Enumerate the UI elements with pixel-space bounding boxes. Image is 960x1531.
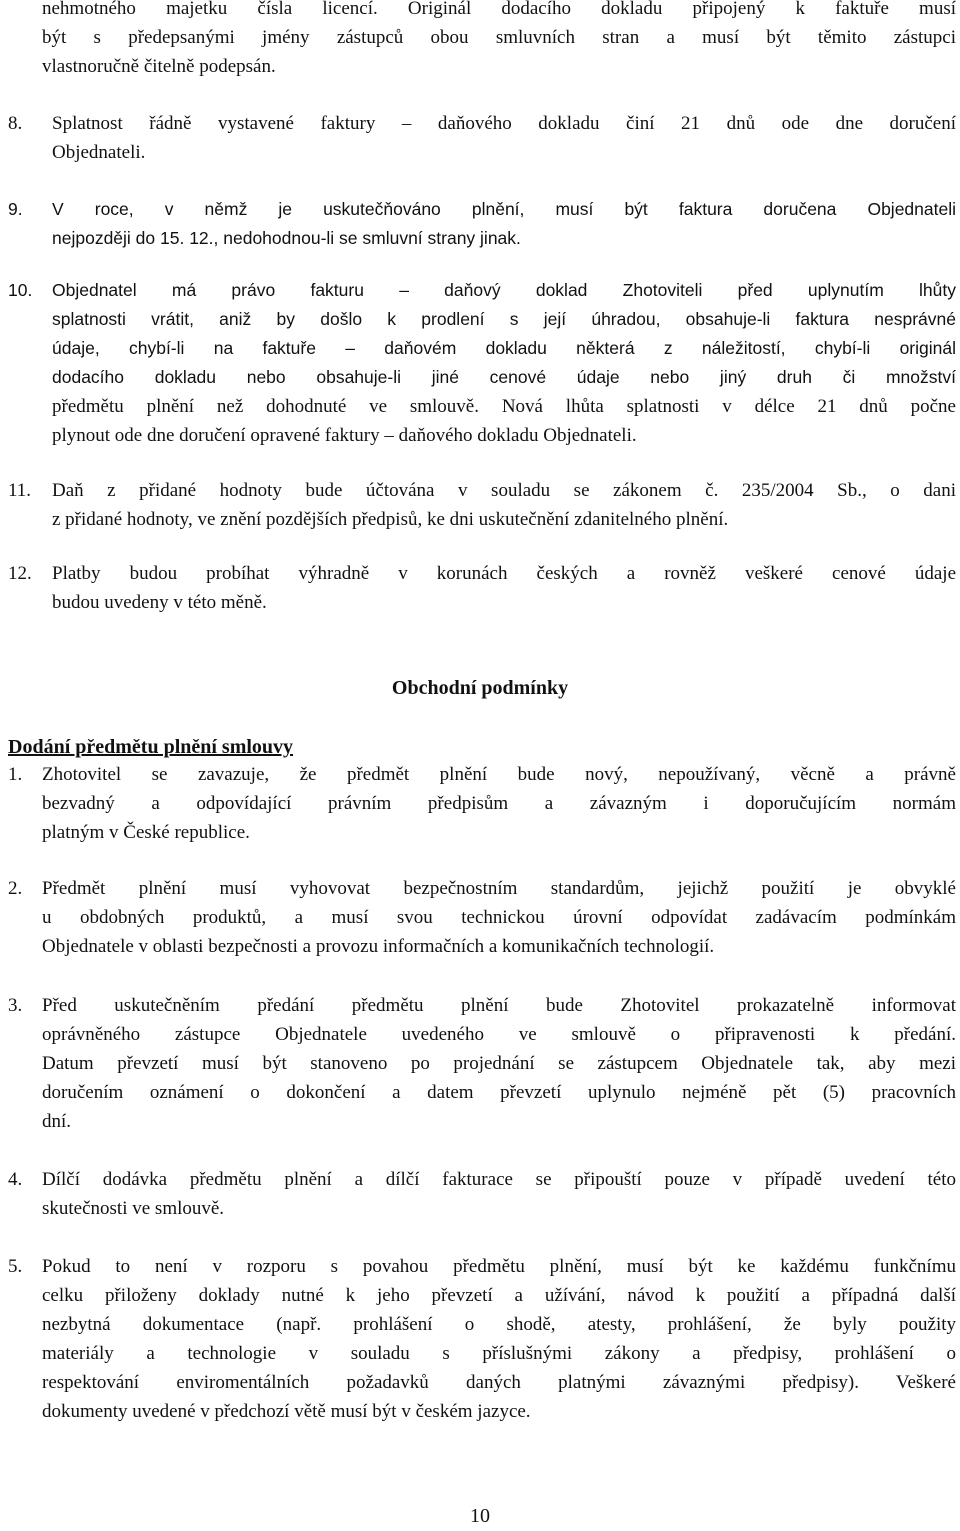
clause-2-line-2: u obdobných produktů, a musí svou technickou úrovní odpovídat zadávacím podmínkám <box>42 907 956 928</box>
clause-number-1: 1. <box>8 764 23 785</box>
clause-3-line-1: Před uskutečněním předání předmětu plnění bude Zhotovitel prokazatelně informovat <box>42 995 956 1016</box>
clause-3-line-4: doručením oznámení o dokončení a datem převzetí uplynulo nejméně pět (5) pracovních <box>42 1082 956 1103</box>
item-number-11: 11. <box>8 480 32 501</box>
clause-number-3: 3. <box>8 995 23 1016</box>
item-number-8: 8. <box>8 113 23 134</box>
clause-5-line-6: dokumenty uvedené v předchozí větě musí být v českém jazyce. <box>42 1401 531 1422</box>
clause-number-2: 2. <box>8 878 23 899</box>
item-11-line-1: Daň z přidané hodnoty bude účtována v souladu se zákonem č. 235/2004 Sb., o dani <box>52 480 956 501</box>
clause-5-line-2: celku přiloženy doklady nutné k jeho převzetí a užívání, návod k použití a případná další <box>42 1285 956 1306</box>
intro-line-2: být s předepsanými jmény zástupců obou smluvních stran a musí být těmito zástupci <box>42 27 956 48</box>
clause-3-line-2: oprávněného zástupce Objednatele uvedeného ve smlouvě o připravenosti k předání. <box>42 1024 956 1045</box>
item-12-line-2: budou uvedeny v této měně. <box>52 592 267 613</box>
clause-1-line-2: bezvadný a odpovídající právním předpisům a závazným i doporučujícím normám <box>42 793 956 814</box>
clause-1-line-1: Zhotovitel se zavazuje, že předmět plnění bude nový, nepoužívaný, věcně a právně <box>42 764 956 785</box>
clause-number-5: 5. <box>8 1256 23 1277</box>
clause-4-line-1: Dílčí dodávka předmětu plnění a dílčí fakturace se připouští pouze v případě uvedení této <box>42 1169 956 1190</box>
clause-3-line-5: dní. <box>42 1111 72 1132</box>
clause-2-line-3: Objednatele v oblasti bezpečnosti a provozu informačních a komunikačních technologií. <box>42 936 715 957</box>
item-12-line-1: Platby budou probíhat výhradně v korunách českých a rovněž veškeré cenové údaje <box>52 563 956 584</box>
intro-line-3: vlastnoručně čitelně podepsán. <box>42 56 276 77</box>
item-10-line-4: dodacího dokladu nebo obsahuje-li jiné cenové údaje nebo jiný druh či množství <box>52 367 956 387</box>
item-11-line-2: z přidané hodnoty, ve znění pozdějších předpisů, ke dni uskutečnění zdanitelného plnění. <box>52 509 729 530</box>
clause-1-line-3: platným v České republice. <box>42 822 250 843</box>
item-number-10: 10. <box>8 280 33 300</box>
clause-5-line-4: materiály a technologie v souladu s příslušnými zákony a předpisy, prohlášení o <box>42 1343 956 1364</box>
intro-line-1: nehmotného majetku čísla licencí. Originál dodacího dokladu připojený k faktuře musí <box>42 0 956 19</box>
item-10-line-1: Objednatel má právo fakturu – daňový doklad Zhotoviteli před uplynutím lhůty <box>52 280 956 300</box>
clause-4-line-2: skutečnosti ve smlouvě. <box>42 1198 225 1219</box>
item-10-line-3: údaje, chybí-li na faktuře – daňovém dokladu některá z náležitostí, chybí-li originál <box>52 338 956 358</box>
page-number: 10 <box>470 1505 490 1527</box>
item-10-line-6: plynout ode dne doručení opravené faktury – daňového dokladu Objednateli. <box>52 425 637 446</box>
item-number-9: 9. <box>8 199 23 219</box>
clause-5-line-3: nezbytná dokumentace (např. prohlášení o shodě, atesty, prohlášení, že byly použity <box>42 1314 956 1335</box>
item-9-line-1: V roce, v němž je uskutečňováno plnění, musí být faktura doručena Objednateli <box>52 199 956 219</box>
item-8-line-2: Objednateli. <box>52 142 146 163</box>
subsection-heading: Dodání předmětu plnění smlouvy <box>8 736 294 758</box>
item-10-line-2: splatnosti vrátit, aniž by došlo k prodlení s její úhradou, obsahuje-li faktura nesprávné <box>52 309 956 329</box>
item-9-line-2: nejpozději do 15. 12., nedohodnou-li se smluvní strany jinak. <box>52 228 521 248</box>
clause-number-4: 4. <box>8 1169 23 1190</box>
item-number-12: 12. <box>8 563 32 584</box>
section-heading: Obchodní podmínky <box>391 677 569 699</box>
clause-3-line-3: Datum převzetí musí být stanoveno po projednání se zástupcem Objednatele tak, aby mezi <box>42 1053 956 1074</box>
clause-5-line-5: respektování enviromentálních požadavků daných platnými závaznými předpisy). Veškeré <box>42 1372 956 1393</box>
item-8-line-1: Splatnost řádně vystavené faktury – daňového dokladu činí 21 dnů ode dne doručení <box>52 113 956 134</box>
clause-5-line-1: Pokud to není v rozporu s povahou předmětu plnění, musí být ke každému funkčnímu <box>42 1256 956 1277</box>
clause-2-line-1: Předmět plnění musí vyhovovat bezpečnostním standardům, jejichž použití je obvyklé <box>42 878 956 899</box>
item-10-line-5: předmětu plnění než dohodnuté ve smlouvě. Nová lhůta splatnosti v délce 21 dnů počne <box>52 396 956 417</box>
